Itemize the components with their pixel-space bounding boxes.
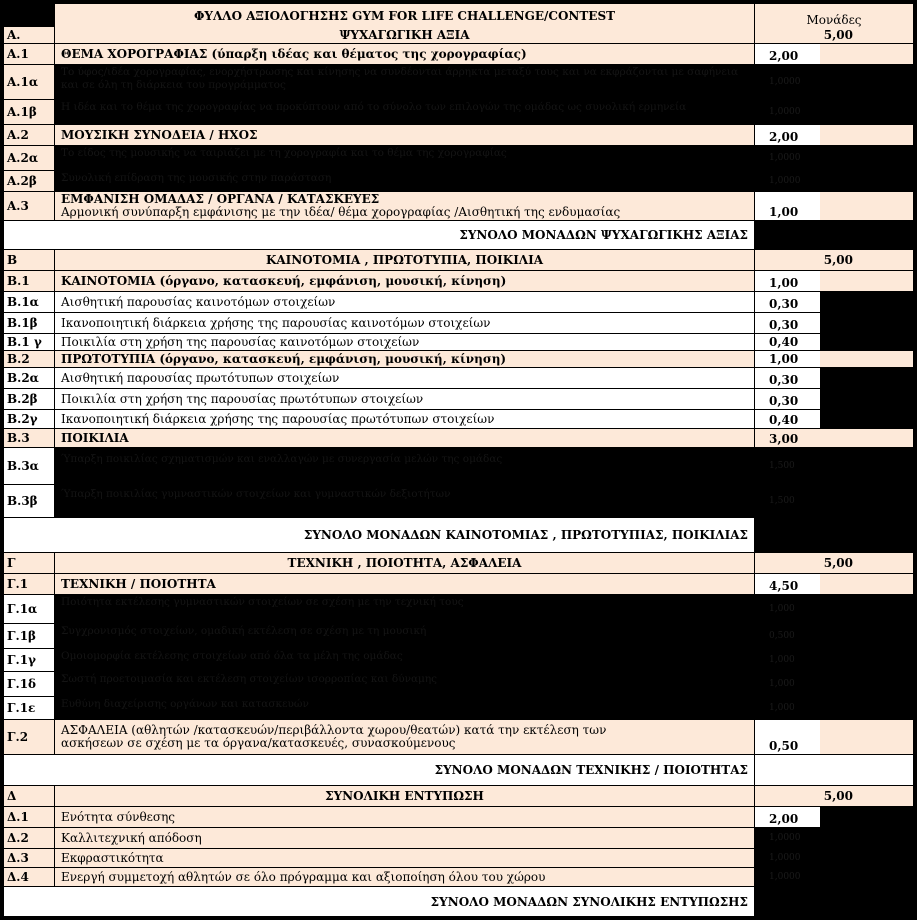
a3-label: ΕΜΦΑΝΙΣΗ ΟΜΑΔΑΣ / ΟΡΓΑΝΑ / ΚΑΤΑΣΚΕΥΕΣ xyxy=(61,192,380,206)
b1-value: 1,00 xyxy=(754,271,820,291)
section-b-points: 5,00 xyxy=(754,250,913,270)
b1-code: Β.1 xyxy=(4,271,55,291)
d3-score-cell[interactable] xyxy=(820,849,913,867)
b2b-score-cell[interactable] xyxy=(820,389,913,409)
b2b-code: Β.2β xyxy=(4,389,55,409)
b2a-score-cell[interactable] xyxy=(820,368,913,388)
g2-score-cell[interactable] xyxy=(820,720,913,754)
b2a-label: Αισθητική παρουσίας πρωτότυπων στοιχείων xyxy=(55,368,754,388)
a2b-code: Α.2β xyxy=(4,171,55,191)
a1b-label: Η ιδέα και το θέμα της χορογραφίας να προκύπτουν από το σύνολο των επιλογών της ομάδας ως συνολική ερμηνεία xyxy=(55,100,754,124)
b3b-value: 1,500 xyxy=(754,485,820,517)
d2-code: Δ.2 xyxy=(4,828,55,848)
d1-score-cell[interactable] xyxy=(820,807,913,827)
a3-code: Α.3 xyxy=(4,192,55,220)
b1a-score-cell[interactable] xyxy=(820,292,913,312)
a3-value: 1,00 xyxy=(754,192,820,220)
a2-label: ΜΟΥΣΙΚΗ ΣΥΝΟΔΕΙΑ / ΗΧΟΣ xyxy=(55,125,754,145)
section-d-title: ΣΥΝΟΛΙΚΗ ΕΝΤΥΠΩΣΗ xyxy=(55,786,754,806)
g1-score-cell[interactable] xyxy=(820,574,913,594)
d3-value: 1,0000 xyxy=(754,849,820,867)
b2-value: 1,00 xyxy=(754,351,820,367)
b1-label: ΚΑΙΝΟΤΟΜΙΑ (όργανο, κατασκευή, εμφάνιση, μουσική, κίνηση) xyxy=(55,271,754,291)
a2b-value: 1,0000 xyxy=(754,171,820,191)
a2a-code: Α.2α xyxy=(4,146,55,170)
a1a-label: Το ύφος/ιδέα χορογραφίας, ενορχήστρωσης και κίνησης να συνδέονται άρρηκτα μεταξύ τους και να εκφράζονται με σαφήνεια και σε όλη τη διάρκεια του προγράμματος xyxy=(55,65,754,99)
b1b-code: Β.1β xyxy=(4,313,55,333)
a1a-value: 1,0000 xyxy=(754,65,820,99)
a2b-score-cell[interactable] xyxy=(820,171,913,191)
g1g-label: Ομοιομορφία εκτέλεσης στοιχείων από όλα τα μέλη της ομάδας xyxy=(55,649,754,671)
a2-value: 2,00 xyxy=(754,125,820,145)
g1g-score-cell[interactable] xyxy=(820,649,913,671)
b3a-label: Ύπαρξη ποικιλίας σχηματισμών και εναλλαγών με συνεργασία μελών της ομάδας xyxy=(55,448,754,484)
b3-score-cell[interactable] xyxy=(820,429,913,447)
d1-code: Δ.1 xyxy=(4,807,55,827)
g1g-code: Γ.1γ xyxy=(4,649,55,671)
section-g-code: Γ xyxy=(4,553,55,573)
d4-label: Ενεργή συμμετοχή αθλητών σε όλο πρόγραμμα και αξιοποίηση όλου του χώρου xyxy=(55,868,754,886)
g1d-value: 1,000 xyxy=(754,672,820,696)
b2g-label: Ικανοποιητική διάρκεια χρήσης της παρουσίας πρωτότυπων στοιχείων xyxy=(55,410,754,428)
section-a-total-label: ΣΥΝΟΛΟ ΜΟΝΑΔΩΝ ΨΥΧΑΓΩΓΙΚΗΣ ΑΞΙΑΣ xyxy=(4,221,754,249)
d4-score-cell[interactable] xyxy=(820,868,913,886)
g1a-value: 1,000 xyxy=(754,595,820,623)
b2-score-cell[interactable] xyxy=(820,351,913,367)
b1g-code: Β.1 γ xyxy=(4,334,55,350)
g1e-score-cell[interactable] xyxy=(820,697,913,719)
section-a-total-cell[interactable] xyxy=(754,221,913,249)
b1b-value: 0,30 xyxy=(754,313,820,333)
section-b-code: Β xyxy=(4,250,55,270)
b3b-code: Β.3β xyxy=(4,485,55,517)
section-b-title: ΚΑΙΝΟΤΟΜΙΑ , ΠΡΩΤΟΤΥΠΙΑ, ΠΟΙΚΙΛΙΑ xyxy=(55,250,754,270)
b2g-code: Β.2γ xyxy=(4,410,55,428)
a3-score-cell[interactable] xyxy=(820,192,913,220)
b3a-value: 1,500 xyxy=(754,448,820,484)
b1g-label: Ποικιλία στη χρήση της παρουσίας καινοτόμων στοιχείων xyxy=(55,334,754,350)
a1a-score-cell[interactable] xyxy=(820,65,913,99)
g1e-label: Ευθύνη διαχείρισης οργάνων και κατασκευών xyxy=(55,697,754,719)
b2-label: ΠΡΩΤΟΤΥΠΙΑ (όργανο, κατασκευή, εμφάνιση, μουσική, κίνηση) xyxy=(55,351,754,367)
section-g-title: ΤΕΧΝΙΚΗ , ΠΟΙΟΤΗΤΑ, ΑΣΦΑΛΕΙΑ xyxy=(55,553,754,573)
a3-sublabel: Αρμονική συνύπαρξη εμφάνισης με την ιδέα/ θέμα χορογραφίας /Αισθητική της ενδυμασίας xyxy=(61,205,621,219)
g1a-code: Γ.1α xyxy=(4,595,55,623)
g2-sublabel: ασκήσεων σε σχέση με τα όργανα/κατασκευές, συνασκούμενους xyxy=(61,736,456,750)
g1b-label: Συγχρονισμός στοιχείων, ομαδική εκτέλεση σε σχέση με τη μουσική xyxy=(55,624,754,648)
section-b-total-label: ΣΥΝΟΛΟ ΜΟΝΑΔΩΝ ΚΑΙΝΟΤΟΜΙΑΣ , ΠΡΩΤΟΤΥΠΙΑΣ, ΠΟΙΚΙΛΙΑΣ xyxy=(4,518,754,552)
section-d-code: Δ xyxy=(4,786,55,806)
b3-code: Β.3 xyxy=(4,429,55,447)
g2-label-block xyxy=(55,720,754,754)
d4-value: 1,0000 xyxy=(754,868,820,886)
a1-code: Α.1 xyxy=(4,44,55,64)
a1b-code: Α.1β xyxy=(4,100,55,124)
b3b-score-cell[interactable] xyxy=(820,485,913,517)
section-a-title: ΨΥΧΑΓΩΓΙΚΗ ΑΞΙΑ xyxy=(55,27,754,43)
section-a-code: Α. xyxy=(4,27,55,43)
g2-label: ΑΣΦΑΛΕΙΑ (αθλητών /κατασκευών/περιβάλλοντα χωρου/θεατών) κατά την εκτέλεση των xyxy=(61,723,607,737)
b3b-label: Ύπαρξη ποικιλίας γυμναστικών στοιχείων και γυμναστικών δεξιοτήτων xyxy=(55,485,754,517)
b1b-score-cell[interactable] xyxy=(820,313,913,333)
b1g-value: 0,40 xyxy=(754,334,820,350)
g1-code: Γ.1 xyxy=(4,574,55,594)
a2b-label: Συνολική επίδραση της μουσικής στην παράσταση xyxy=(55,171,754,191)
b3a-score-cell[interactable] xyxy=(820,448,913,484)
d2-value: 1,0000 xyxy=(754,828,820,848)
g1g-value: 1,000 xyxy=(754,649,820,671)
section-d-total-cell[interactable] xyxy=(754,887,913,916)
a2a-score-cell[interactable] xyxy=(820,146,913,170)
a1b-value: 1,0000 xyxy=(754,100,820,124)
section-b-total-cell[interactable] xyxy=(754,518,913,552)
section-d-points: 5,00 xyxy=(754,786,913,806)
d1-label: Ενότητα σύνθεσης xyxy=(55,807,754,827)
b1a-label: Αισθητική παρουσίας καινοτόμων στοιχείων xyxy=(55,292,754,312)
a1-score-cell[interactable] xyxy=(820,44,913,64)
d1-value: 2,00 xyxy=(754,807,820,827)
a1-label: ΘΕΜΑ ΧΟΡΟΓΡΑΦΙΑΣ (ύπαρξη ιδέας και θέματος της χορογραφίας) xyxy=(55,44,754,64)
b1a-code: Β.1α xyxy=(4,292,55,312)
d3-code: Δ.3 xyxy=(4,849,55,867)
b2a-code: Β.2α xyxy=(4,368,55,388)
g2-value: 0,50 xyxy=(754,720,820,754)
a2-score-cell[interactable] xyxy=(820,125,913,145)
a1-value: 2,00 xyxy=(754,44,820,64)
g1b-code: Γ.1β xyxy=(4,624,55,648)
section-g-total-label: ΣΥΝΟΛΟ ΜΟΝΑΔΩΝ ΤΕΧΝΙΚΗΣ / ΠΟΙΟΤΗΤΑΣ xyxy=(4,755,754,785)
units-header: Μονάδες xyxy=(754,4,913,27)
g1d-code: Γ.1δ xyxy=(4,672,55,696)
b1g-score-cell[interactable] xyxy=(820,334,913,350)
section-a-points: 5,00 xyxy=(754,27,913,43)
d3-label: Εκφραστικότητα xyxy=(55,849,754,867)
b2g-value: 0,40 xyxy=(754,410,820,428)
a1a-code: Α.1α xyxy=(4,65,55,99)
b1b-label: Ικανοποιητική διάρκεια χρήσης της παρουσίας καινοτόμων στοιχείων xyxy=(55,313,754,333)
g1b-value: 0,500 xyxy=(754,624,820,648)
g1d-score-cell[interactable] xyxy=(820,672,913,696)
a2a-label: Το είδος της μουσικής να ταιριάζει με τη χορογραφία και το θέμα της χορογραφίας xyxy=(55,146,754,170)
sheet-title: ΦΥΛΛΟ ΑΞΙΟΛΟΓΗΣΗΣ GYM FOR LIFE CHALLENGE/CONTEST xyxy=(55,4,754,27)
g1a-label: Ποιότητα εκτέλεσης γυμναστικών στοιχείων σε σχέση με την τεχνική τους xyxy=(55,595,754,623)
g1-value: 4,50 xyxy=(754,574,820,594)
g1e-code: Γ.1ε xyxy=(4,697,55,719)
b2g-score-cell[interactable] xyxy=(820,410,913,428)
a2a-value: 1,0000 xyxy=(754,146,820,170)
b3a-code: Β.3α xyxy=(4,448,55,484)
section-g-total-cell[interactable] xyxy=(754,755,913,785)
a2-code: Α.2 xyxy=(4,125,55,145)
g1b-score-cell[interactable] xyxy=(820,624,913,648)
section-d-total-label: ΣΥΝΟΛΟ ΜΟΝΑΔΩΝ ΣΥΝΟΛΙΚΗΣ ΕΝΤΥΠΩΣΗΣ xyxy=(4,887,754,916)
d4-code: Δ.4 xyxy=(4,868,55,886)
b2b-label: Ποικιλία στη χρήση της παρουσίας πρωτότυπων στοιχείων xyxy=(55,389,754,409)
b2a-value: 0,30 xyxy=(754,368,820,388)
d2-score-cell[interactable] xyxy=(820,828,913,848)
b2b-value: 0,30 xyxy=(754,389,820,409)
a3-label-block xyxy=(55,192,754,220)
g2-code: Γ.2 xyxy=(4,720,55,754)
a1b-score-cell[interactable] xyxy=(820,100,913,124)
g1a-score-cell[interactable] xyxy=(820,595,913,623)
section-g-points: 5,00 xyxy=(754,553,913,573)
g1d-label: Σωστή προετοιμασία και εκτέλεση στοιχείων ισορροπίας και δύναμης xyxy=(55,672,754,696)
b1-score-cell[interactable] xyxy=(820,271,913,291)
d2-label: Καλλιτεχνική απόδοση xyxy=(55,828,754,848)
g1-label: ΤΕΧΝΙΚΗ / ΠΟΙΟΤΗΤΑ xyxy=(55,574,754,594)
b3-value: 3,00 xyxy=(754,429,820,447)
b1a-value: 0,30 xyxy=(754,292,820,312)
b3-label: ΠΟΙΚΙΛΙΑ xyxy=(55,429,754,447)
g1e-value: 1,000 xyxy=(754,697,820,719)
b2-code: Β.2 xyxy=(4,351,55,367)
